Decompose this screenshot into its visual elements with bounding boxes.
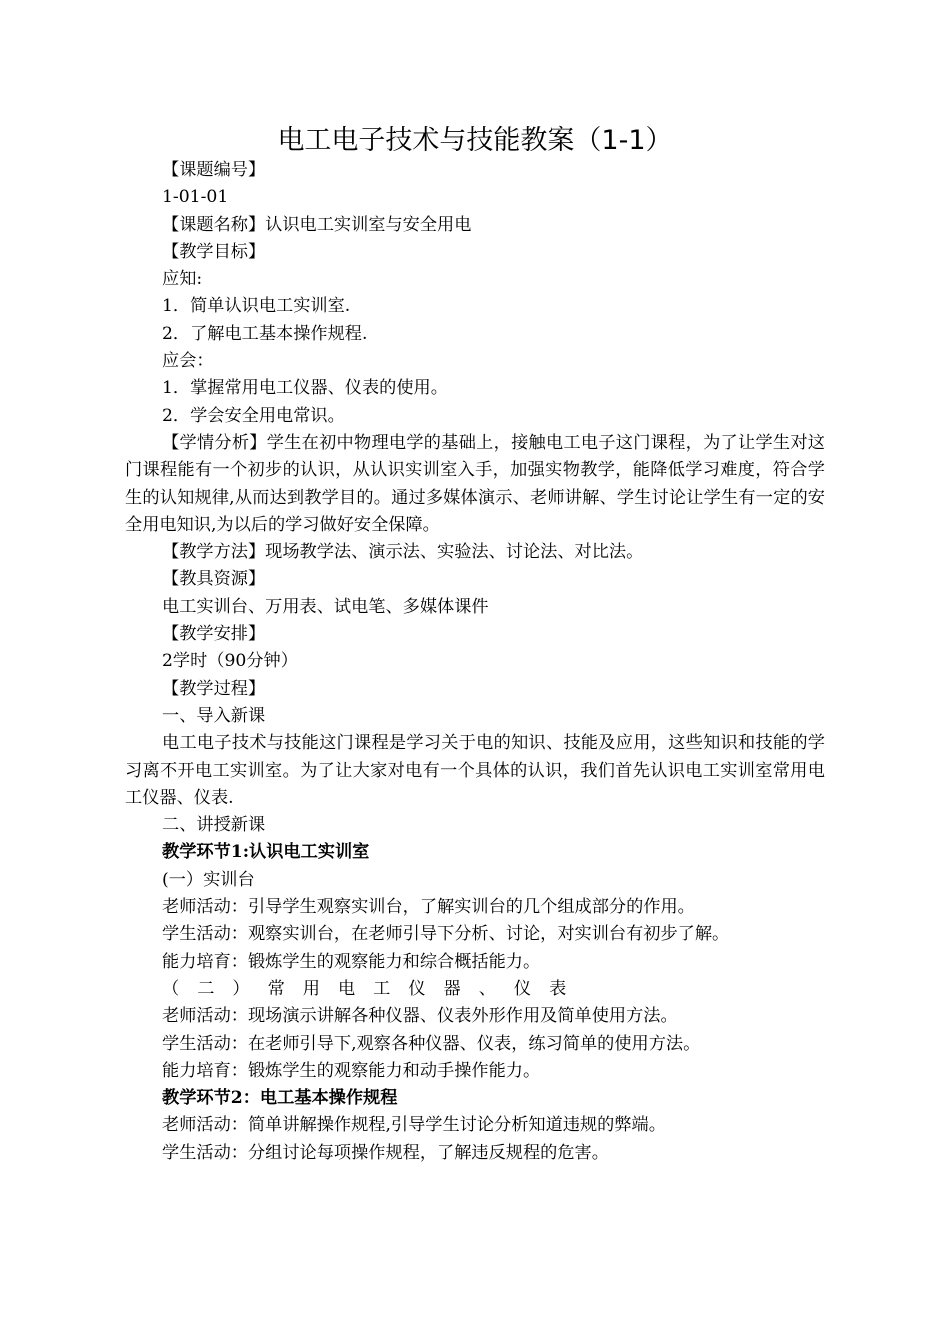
- subsection-training-bench: (一）实训台: [162, 869, 255, 890]
- ability-training: 能力培育：锻炼学生的观察能力和动手操作能力。: [162, 1060, 541, 1081]
- goal-knowledge-item: 2．了解电工基本操作规程.: [162, 323, 368, 344]
- teacher-activity: 老师活动：简单讲解操作规程,引导学生讨论分析知道违规的弊端。: [162, 1115, 666, 1136]
- heading-schedule: 【教学安排】: [162, 624, 266, 645]
- section-new-content: 二、讲授新课: [162, 815, 266, 836]
- teaching-step-1-heading: 教学环节1:认识电工实训室: [162, 842, 370, 863]
- teaching-resources: 电工实训台、万用表、试电笔、多媒体课件: [162, 596, 489, 617]
- goal-skill-item: 2．学会安全用电常识。: [162, 405, 345, 426]
- subsection-instruments: （二）常用电工仪器、仪表: [162, 978, 585, 999]
- heading-teaching-goals: 【教学目标】: [162, 241, 266, 262]
- teacher-activity: 老师活动：引导学生观察实训台，了解实训台的几个组成部分的作用。: [162, 897, 695, 918]
- schedule: 2学时（90分钟）: [162, 651, 298, 672]
- goals-knowledge-label: 应知:: [162, 269, 203, 290]
- document-body: [125, 157, 825, 1167]
- teaching-methods: 【教学方法】现场教学法、演示法、实验法、讨论法、对比法。: [162, 542, 644, 563]
- student-analysis-paragraph: 【学情分析】学生在初中物理电学的基础上，接触电工电子这门课程，为了让学生对这门课程能有一个初步的认识，从认识实训室入手，加强实物教学，能降低学习难度，符合学生的认知规律,从而达到教学目的。通过多媒体演示、老师讲解、学生讨论让学生有一定的安全用电知识,为以后的学习做好安全保障。: [125, 432, 825, 535]
- goal-knowledge-item: 1．简单认识电工实训室.: [162, 296, 351, 317]
- teacher-activity: 老师活动：现场演示讲解各种仪器、仪表外形作用及简单使用方法。: [162, 1006, 678, 1027]
- heading-lesson-number: 【课题编号】: [162, 160, 266, 180]
- lesson-name: 【课题名称】认识电工实训室与安全用电: [162, 214, 472, 235]
- introduction-paragraph: 电工电子技术与技能这门课程是学习关于电的知识、技能及应用，这些知识和技能的学习离不开电工实训室。为了让大家对电有一个具体的认识，我们首先认识电工实训室常用电工仪器、仪表.: [125, 733, 825, 808]
- student-activity: 学生活动：观察实训台，在老师引导下分析、讨论，对实训台有初步了解。: [162, 924, 730, 945]
- student-activity: 学生活动：在老师引导下,观察各种仪器、仪表，练习简单的使用方法。: [162, 1033, 701, 1054]
- student-activity: 学生活动：分组讨论每项操作规程，了解违反规程的危害。: [162, 1142, 609, 1163]
- heading-teaching-resources: 【教具资源】: [162, 569, 266, 590]
- goal-skill-item: 1．掌握常用电工仪器、仪表的使用。: [162, 378, 448, 399]
- teaching-step-2-heading: 教学环节2：电工基本操作规程: [162, 1088, 398, 1109]
- heading-teaching-process: 【教学过程】: [162, 678, 266, 699]
- lesson-number: 1-01-01: [162, 187, 229, 208]
- ability-training: 能力培育：锻炼学生的观察能力和综合概括能力。: [162, 951, 541, 972]
- document-title: 电工电子技术与技能教案（1-1）: [277, 125, 673, 156]
- goals-skills-label: 应会：: [162, 351, 214, 372]
- section-introduction: 一、导入新课: [162, 705, 266, 726]
